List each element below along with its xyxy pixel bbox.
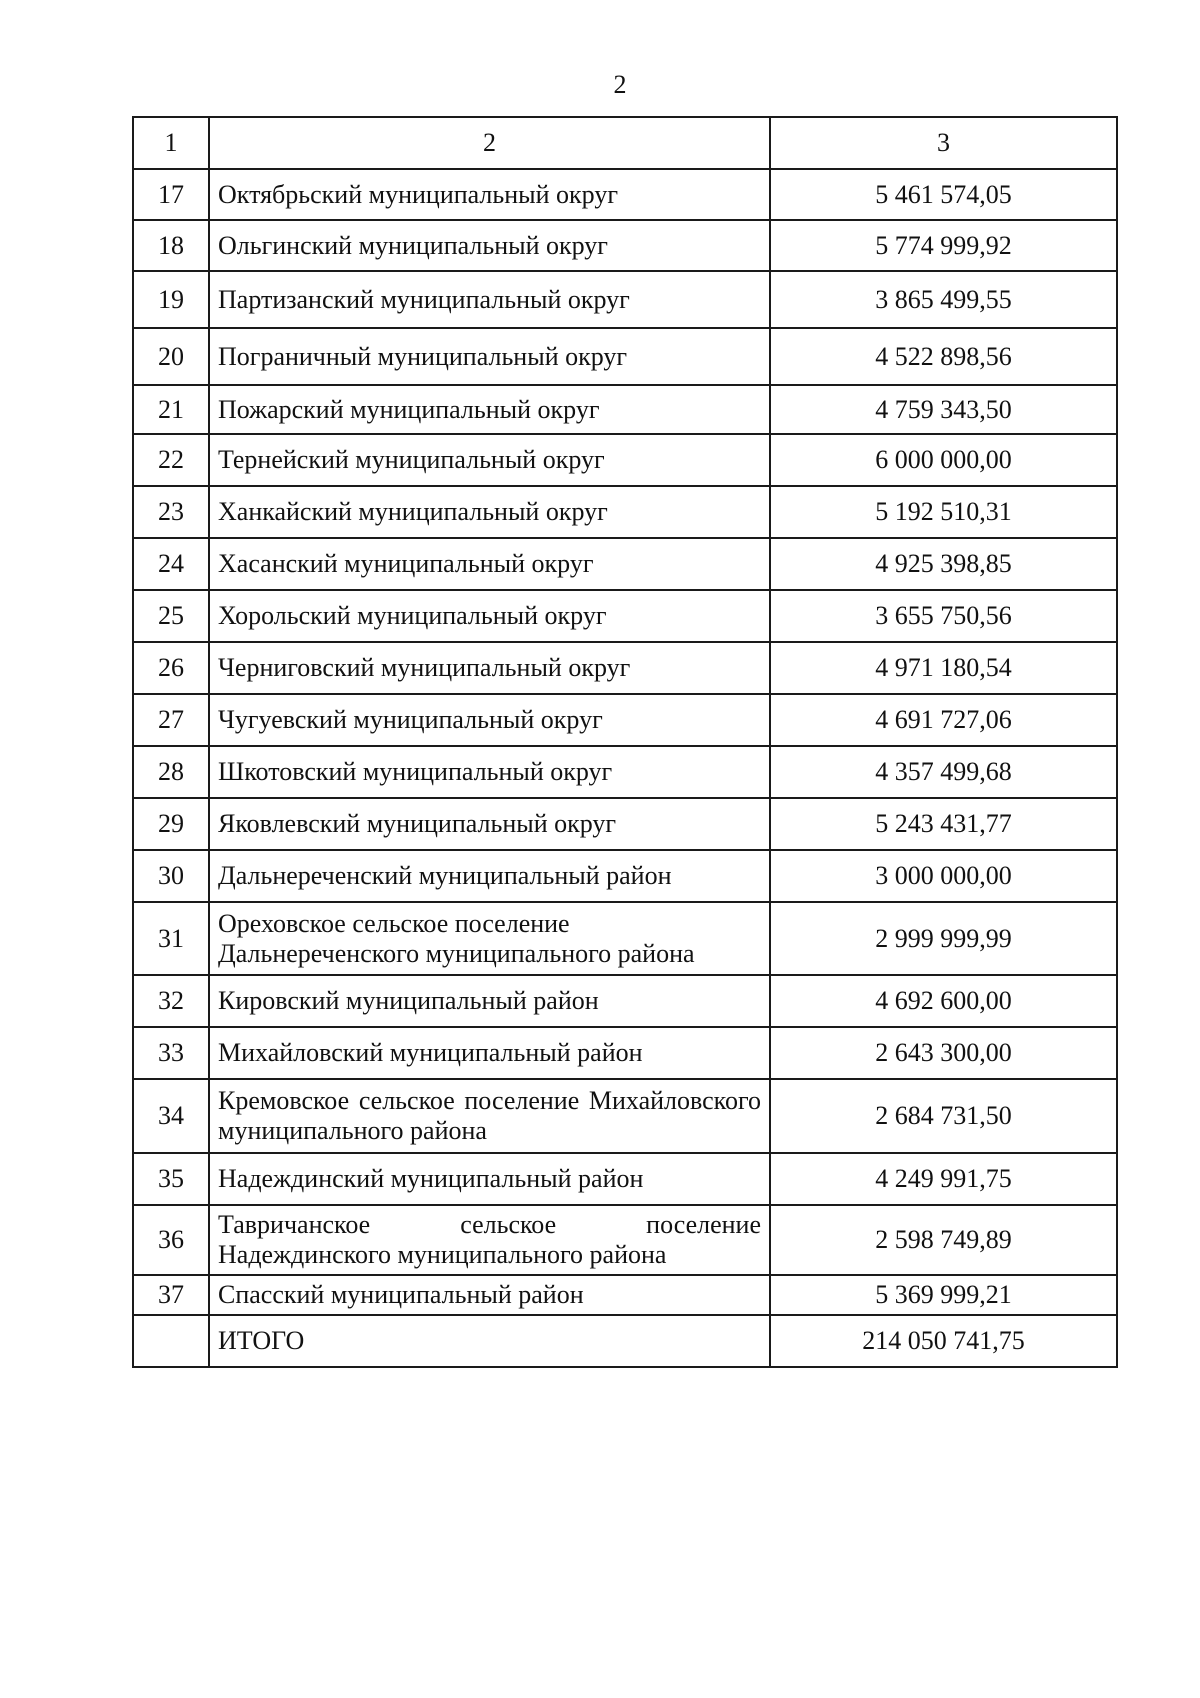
table-row bbox=[133, 975, 1117, 1027]
table-row bbox=[133, 486, 1117, 538]
row-amount: 4 357 499,68 bbox=[770, 746, 1117, 798]
row-name: Михайловский муниципальный район bbox=[209, 1027, 770, 1079]
header-row bbox=[133, 117, 1117, 169]
row-amount: 4 759 343,50 bbox=[770, 385, 1117, 434]
table-row bbox=[133, 220, 1117, 271]
row-name: Ольгинский муниципальный округ bbox=[209, 220, 770, 271]
table-row bbox=[133, 169, 1117, 220]
row-name: Кировский муниципальный район bbox=[209, 975, 770, 1027]
row-number: 19 bbox=[133, 271, 209, 328]
row-name: Пограничный муниципальный округ bbox=[209, 328, 770, 385]
table-row bbox=[133, 590, 1117, 642]
row-amount: 3 000 000,00 bbox=[770, 850, 1117, 902]
row-name: Чугуевский муниципальный округ bbox=[209, 694, 770, 746]
row-amount: 6 000 000,00 bbox=[770, 434, 1117, 486]
row-amount: 4 691 727,06 bbox=[770, 694, 1117, 746]
row-amount: 3 655 750,56 bbox=[770, 590, 1117, 642]
row-name: Хорольский муниципальный округ bbox=[209, 590, 770, 642]
row-amount: 5 243 431,77 bbox=[770, 798, 1117, 850]
row-number: 25 bbox=[133, 590, 209, 642]
row-name: Черниговский муниципальный округ bbox=[209, 642, 770, 694]
table-row bbox=[133, 798, 1117, 850]
row-name: Шкотовский муниципальный округ bbox=[209, 746, 770, 798]
row-number: 31 bbox=[133, 902, 209, 975]
row-number: 27 bbox=[133, 694, 209, 746]
row-name: Кремовское сельское поселение Михайловского муниципального района bbox=[209, 1079, 770, 1153]
row-number: 18 bbox=[133, 220, 209, 271]
row-number: 17 bbox=[133, 169, 209, 220]
table-row bbox=[133, 746, 1117, 798]
table-row bbox=[133, 271, 1117, 328]
row-name: Тавричанское сельское поселение Надеждинского муниципального района bbox=[209, 1205, 770, 1275]
table-row bbox=[133, 850, 1117, 902]
row-name: Пожарский муниципальный округ bbox=[209, 385, 770, 434]
row-number: 26 bbox=[133, 642, 209, 694]
row-number: 24 bbox=[133, 538, 209, 590]
total-number bbox=[133, 1315, 209, 1367]
table-row bbox=[133, 328, 1117, 385]
row-number: 33 bbox=[133, 1027, 209, 1079]
table-row bbox=[133, 1027, 1117, 1079]
row-name: Ханкайский муниципальный округ bbox=[209, 486, 770, 538]
table-row bbox=[133, 694, 1117, 746]
row-amount: 5 461 574,05 bbox=[770, 169, 1117, 220]
row-number: 37 bbox=[133, 1275, 209, 1315]
header-col-name: 2 bbox=[209, 117, 770, 169]
row-amount: 5 192 510,31 bbox=[770, 486, 1117, 538]
table-row bbox=[133, 538, 1117, 590]
total-label: ИТОГО bbox=[209, 1315, 770, 1367]
row-amount: 5 774 999,92 bbox=[770, 220, 1117, 271]
row-name: Ореховское сельское поселение Дальнереченского муниципального района bbox=[209, 902, 770, 975]
row-amount: 2 643 300,00 bbox=[770, 1027, 1117, 1079]
row-number: 35 bbox=[133, 1153, 209, 1205]
row-name: Яковлевский муниципальный округ bbox=[209, 798, 770, 850]
table-row bbox=[133, 1275, 1117, 1315]
row-number: 29 bbox=[133, 798, 209, 850]
row-number: 21 bbox=[133, 385, 209, 434]
table-row bbox=[133, 642, 1117, 694]
row-name: Спасский муниципальный район bbox=[209, 1275, 770, 1315]
header-col-number: 1 bbox=[133, 117, 209, 169]
row-number: 23 bbox=[133, 486, 209, 538]
row-amount: 5 369 999,21 bbox=[770, 1275, 1117, 1315]
row-number: 30 bbox=[133, 850, 209, 902]
row-amount: 4 971 180,54 bbox=[770, 642, 1117, 694]
row-amount: 2 598 749,89 bbox=[770, 1205, 1117, 1275]
total-row bbox=[133, 1315, 1117, 1367]
table-row bbox=[133, 434, 1117, 486]
table-row bbox=[133, 1079, 1117, 1153]
row-number: 22 bbox=[133, 434, 209, 486]
row-number: 28 bbox=[133, 746, 209, 798]
row-amount: 3 865 499,55 bbox=[770, 271, 1117, 328]
row-name: Октябрьский муниципальный округ bbox=[209, 169, 770, 220]
row-number: 20 bbox=[133, 328, 209, 385]
row-number: 36 bbox=[133, 1205, 209, 1275]
row-name: Дальнереченский муниципальный район bbox=[209, 850, 770, 902]
row-amount: 4 925 398,85 bbox=[770, 538, 1117, 590]
row-number: 34 bbox=[133, 1079, 209, 1153]
table-row bbox=[133, 902, 1117, 975]
row-name: Партизанский муниципальный округ bbox=[209, 271, 770, 328]
row-amount: 2 999 999,99 bbox=[770, 902, 1117, 975]
page-number: 2 bbox=[613, 70, 627, 99]
table-row bbox=[133, 1153, 1117, 1205]
total-amount: 214 050 741,75 bbox=[770, 1315, 1117, 1367]
table-row bbox=[133, 385, 1117, 434]
header-col-amount: 3 bbox=[770, 117, 1117, 169]
row-amount: 4 692 600,00 bbox=[770, 975, 1117, 1027]
row-amount: 4 522 898,56 bbox=[770, 328, 1117, 385]
row-number: 32 bbox=[133, 975, 209, 1027]
row-name: Хасанский муниципальный округ bbox=[209, 538, 770, 590]
allocation-table bbox=[132, 116, 1118, 1368]
row-amount: 4 249 991,75 bbox=[770, 1153, 1117, 1205]
row-name: Тернейский муниципальный округ bbox=[209, 434, 770, 486]
table-row bbox=[133, 1205, 1117, 1275]
row-name: Надеждинский муниципальный район bbox=[209, 1153, 770, 1205]
row-amount: 2 684 731,50 bbox=[770, 1079, 1117, 1153]
